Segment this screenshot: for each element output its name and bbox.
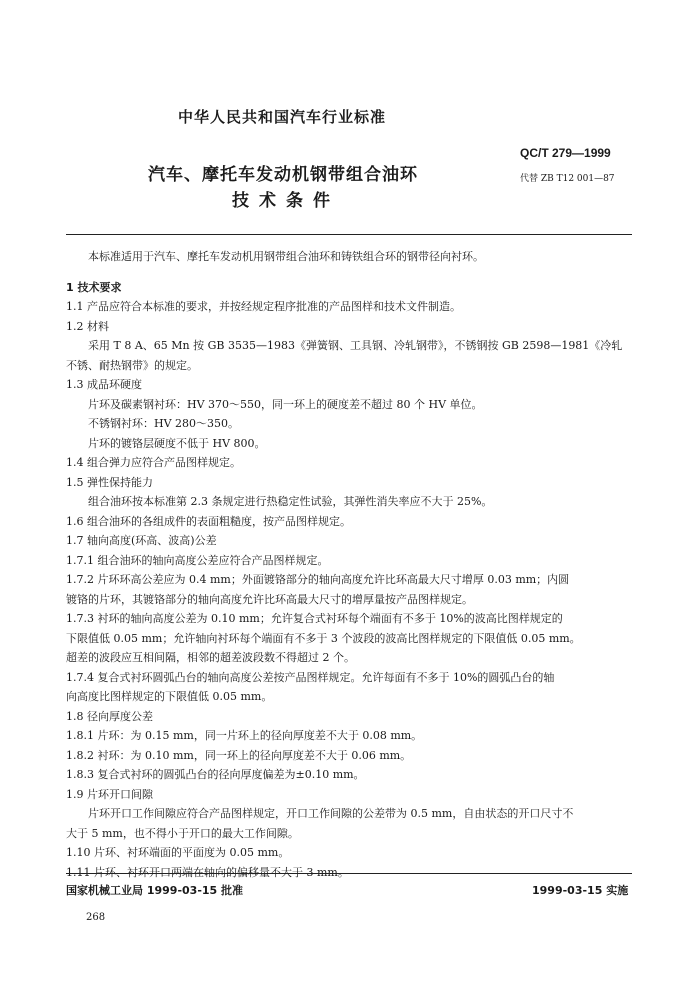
effective-date: 1999-03-15 实施: [532, 884, 629, 897]
clause-1-5: 1.5 弹性保持能力: [66, 475, 153, 489]
document-title-line1: 汽车、摩托车发动机钢带组合油环: [148, 165, 418, 185]
clause-1-7-4-a: 1.7.4 复合式衬环圆弧凸台的轴向高度公差按产品图样规定。允许每面有不多于 10%的圆弧凸台的轴: [66, 670, 555, 684]
clause-1-6: 1.6 组合油环的各组成件的表面粗糙度，按产品图样规定。: [66, 514, 351, 528]
clause-1-8-3: 1.8.3 复合式衬环的圆弧凸台的径向厚度偏差为±0.10 mm。: [66, 768, 365, 781]
clause-1-7-3-b: 下限值低 0.05 mm；允许轴向衬环每个端面有不多于 3 个波段的波高比图样规定的下限值低 0.05 mm。: [66, 631, 581, 645]
clause-1-2-text-b: 不锈、耐热钢带》的规定。: [66, 358, 198, 372]
scope-paragraph: 本标准适用于汽车、摩托车发动机用钢带组合油环和铸铁组合环的钢带径向衬环。: [88, 250, 484, 263]
clause-1-3: 1.3 成品环硬度: [66, 378, 142, 391]
standard-code: QC/T 279—1999: [520, 146, 611, 160]
clause-1-8-1: 1.8.1 片环：为 0.15 mm，同一片环上的径向厚度差不大于 0.08 mm。: [66, 729, 423, 742]
clause-1-7-2-b: 镀铬的片环，其镀铬部分的轴向高度允许比环高最大尺寸的增厚量按产品图样规定。: [66, 592, 473, 606]
clause-1-1: 1.1 产品应符合本标准的要求，并按经规定程序批准的产品图样和技术文件制造。: [66, 300, 461, 313]
clause-1-9-text-a: 片环开口工作间隙应符合产品图样规定，开口工作间隙的公差带为 0.5 mm，自由状态的开口尺寸不: [88, 807, 574, 820]
clause-1-7: 1.7 轴向高度(环高、波高)公差: [66, 534, 217, 547]
clause-1-7-3-a: 1.7.3 衬环的轴向高度公差为 0.10 mm；允许复合式衬环每个端面有不多于 10%的波高比图样规定的: [66, 612, 563, 625]
clause-1-3-text-b: 不锈钢衬环：HV 280～350。: [88, 417, 240, 430]
clause-1-5-text: 组合油环按本标准第 2.3 条规定进行热稳定性试验，其弹性消失率应不大于 25%。: [88, 495, 493, 508]
clause-1-9: 1.9 片环开口间隙: [66, 787, 153, 801]
clause-1-10: 1.10 片环、衬环端面的平面度为 0.05 mm。: [66, 846, 290, 859]
clause-1-7-2-a: 1.7.2 片环环高公差应为 0.4 mm；外面镀铬部分的轴向高度允许比环高最大尺寸增厚 0.03 mm；内圆: [66, 573, 570, 586]
clause-1-9-text-b: 大于 5 mm，也不得小于开口的最大工作间隙。: [66, 826, 299, 840]
clause-1-4: 1.4 组合弹力应符合产品图样规定。: [66, 456, 241, 469]
body-text: [66, 247, 632, 882]
document-title-line2: 技术条件: [232, 191, 340, 211]
footer-divider: [66, 873, 632, 874]
organization-heading: 中华人民共和国汽车行业标准: [178, 108, 387, 126]
page-number: 268: [86, 912, 106, 923]
clause-1-3-text-a: 片环及碳素钢衬环：HV 370～550，同一环上的硬度差不超过 80 个 HV 单位。: [88, 397, 483, 411]
clause-1-2: 1.2 材料: [66, 319, 109, 333]
clause-1-8: 1.8 径向厚度公差: [66, 709, 153, 723]
clause-1-7-4-b: 向高度比图样规定的下限值低 0.05 mm。: [66, 690, 273, 703]
header-divider: [66, 234, 632, 235]
clause-1-7-1: 1.7.1 组合油环的轴向高度公差应符合产品图样规定。: [66, 553, 329, 567]
clause-1-7-3-c: 超差的波段应互相间隔，相邻的超差波段数不得超过 2 个。: [66, 651, 355, 664]
clause-1-3-text-c: 片环的镀铬层硬度不低于 HV 800。: [88, 436, 266, 450]
clause-1-2-text-a: 采用 T 8 A、65 Mn 按 GB 3535—1983《弹簧钢、工具钢、冷轧钢带》，不锈钢按 GB 2598—1981《冷轧: [88, 339, 623, 352]
clause-1-11: 1.11 片环、衬环开口两端在轴向的偏移量不大于 3 mm。: [66, 865, 349, 879]
clause-1-8-2: 1.8.2 衬环：为 0.10 mm，同一环上的径向厚度差不大于 0.06 mm。: [66, 748, 412, 762]
approval-line: 国家机械工业局 1999-03-15 批准: [66, 884, 244, 897]
replaces-note: 代替 ZB T12 001—87: [520, 174, 615, 184]
section-1-heading: 1 技术要求: [66, 280, 122, 294]
